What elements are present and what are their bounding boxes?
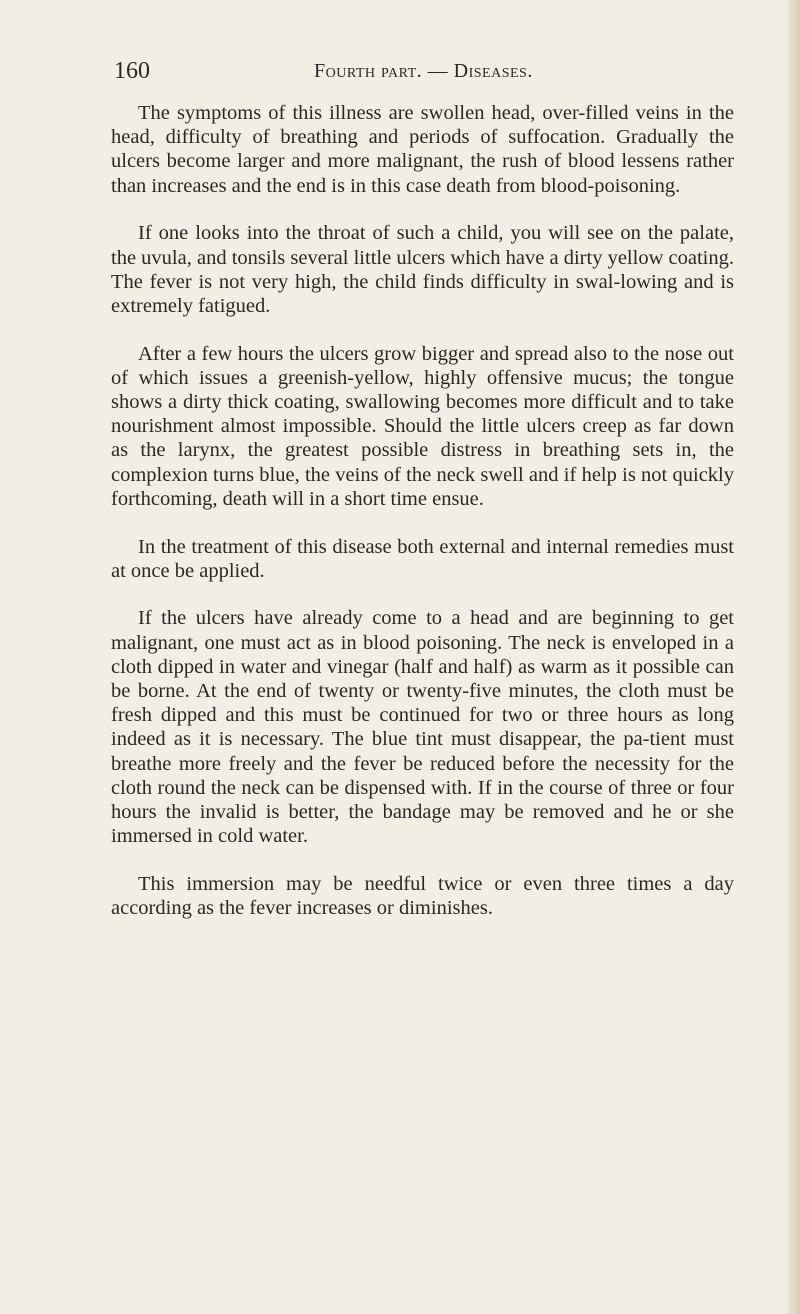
page-edge-shadow bbox=[786, 0, 800, 1314]
paragraph: In the treatment of this disease both external and internal remedies must at once be applied. bbox=[111, 535, 734, 582]
paragraph: If the ulcers have already come to a head and are beginning to get malignant, one must act as in blood poisoning. The neck is enveloped in a cloth dipped in water and vinegar (half and half) as warm as it possible can be borne. At the end of twenty or twenty-five minutes, the cloth must be fresh dipped and this must be continued for two or three hours as long indeed as it is necessary. The blue tint must disappear, the pa-tient must breathe more freely and the fever be reduced before the necessity for the cloth round the neck can be dispensed with. If in the course of three or four hours the invalid is better, the bandage may be removed and he or she immersed in cold water. bbox=[111, 607, 734, 848]
running-head bbox=[114, 54, 734, 88]
paragraph: If one looks into the throat of such a child, you will see on the palate, the uvula, and tonsils several little ulcers which have a dirty yellow coating. The fever is not very high, the child finds difficulty in swal-lowing and is extremely fatigued. bbox=[111, 222, 734, 317]
paragraph: After a few hours the ulcers grow bigger and spread also to the nose out of which issues a greenish-yellow, highly offensive mucus; the tongue shows a dirty thick coating, swallowing becomes more difficult and to take nourishment almost impossible. Should the little ulcers creep as far down as the larynx, the greatest possible distress in breathing sets in, the complexion turns blue, the veins of the neck swell and if help is not quickly forthcoming, death will in a short time ensue. bbox=[111, 342, 734, 510]
page-number: 160 bbox=[114, 58, 150, 84]
paragraph: The symptoms of this illness are swollen head, over-filled veins in the head, difficulty of breathing and periods of suffocation. Gradually the ulcers become larger and more malignant, the rush of blood lessens rather than increases and the end is in this case death from blood-poisoning. bbox=[111, 102, 734, 197]
paragraph: This immersion may be needful twice or even three times a day according as the fever increases or diminishes. bbox=[111, 872, 734, 920]
running-title: Fourth part. — Diseases. bbox=[314, 60, 533, 82]
body-text bbox=[111, 101, 734, 920]
